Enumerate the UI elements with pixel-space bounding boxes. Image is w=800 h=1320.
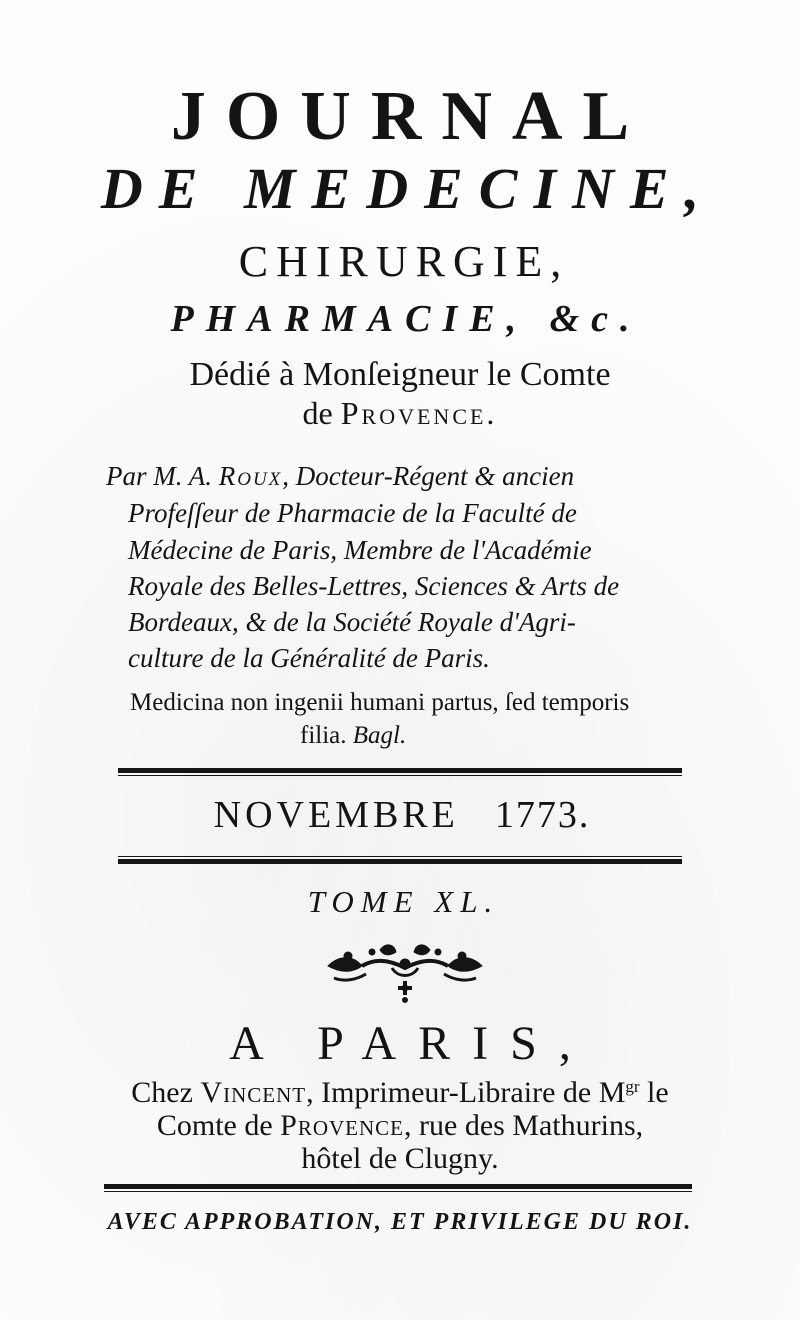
issue-year: 1773. [494,794,591,836]
issue-date [0,796,800,834]
dedication-patron-name: Provence. [340,395,498,431]
epigraph-source: Bagl. [352,722,407,749]
author-line-2: Profeſſeur de Pharmacie de la Faculté de [128,498,577,528]
author-line-3: Médecine de Paris, Membre de l'Académie [128,535,592,565]
author-name: Roux [218,461,283,491]
double-rule-bottom [104,1184,692,1189]
author-title: , Docteur-Régent & ancien [282,461,575,491]
title-medecine: DE MEDECINE, [100,156,716,221]
royal-privilege: AVEC APPROBATION, ET PRIVILEGE DU ROI. [107,1209,693,1235]
publisher-title-end: le [639,1076,669,1109]
title-pharmacie: PHARMACIE, &c. [170,298,642,340]
double-rule-middle-thin [118,856,682,857]
publisher-title-superscript: gr [625,1077,640,1096]
publisher-name: Vincent [200,1076,307,1109]
author-line-6: culture de la Généralité de Paris. [128,643,490,673]
publisher-line-2 [0,1111,800,1141]
publisher-patron-name: Provence [280,1109,405,1142]
dedication-prefix: de [302,395,341,431]
double-rule-top [118,768,682,773]
publisher-patron-prefix: Comte de [156,1109,281,1142]
author-line-4: Royale des Belles-Lettres, Sciences & Arts de [128,571,620,601]
fleuron-ornament-icon [320,938,490,1008]
epigraph-text: filia. [300,722,353,749]
double-rule-bottom-thin [104,1191,692,1192]
dedication-line-1: Dédié à Monſeigneur le Comte [189,356,611,393]
epigraph-line-2 [300,723,406,748]
publisher-address: , rue des Mathurins, [404,1109,644,1142]
publisher-prefix: Chez [131,1076,201,1109]
author-line-1 [106,463,574,490]
double-rule-top-thin [118,775,682,776]
epigraph-line-1: Medicina non ingenii humani partus, ſed temporis [130,689,630,716]
issue-month: NOVEMBRE [213,794,459,836]
publisher-line-1 [0,1078,800,1108]
author-prefix: Par M. A. [106,461,219,491]
publisher-title: , Imprimeur-Libraire de M [306,1076,626,1109]
publisher-line-3: hôtel de Clugny. [301,1142,499,1175]
author-line-5: Bordeaux, & de la Société Royale d'Agri- [128,607,576,637]
double-rule-middle [118,859,682,864]
volume-number: TOME XL. [307,884,500,919]
imprint-city: A PARIS, [229,1017,593,1070]
title-chirurgie: CHIRURGIE, [238,237,570,286]
dedication-line-2 [0,397,800,429]
title-journal: JOURNAL [170,78,650,155]
